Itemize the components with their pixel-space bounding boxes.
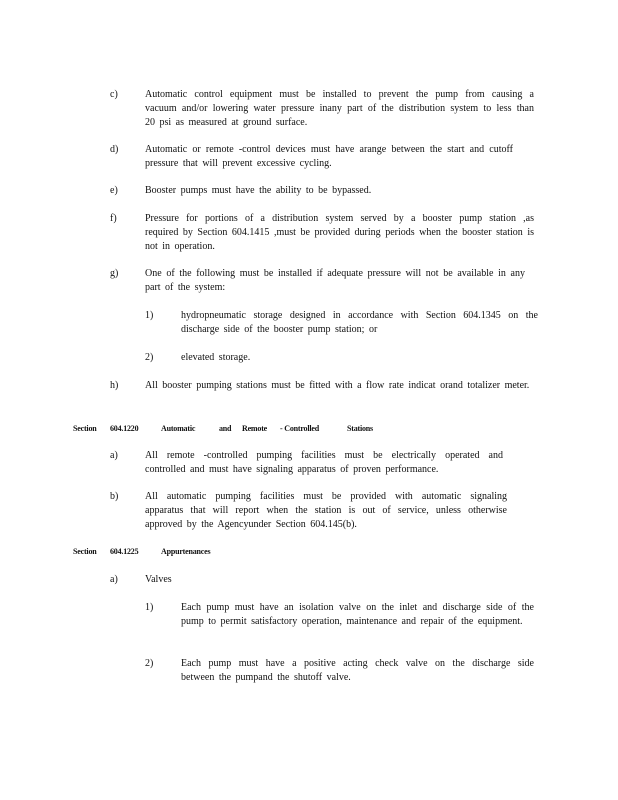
subitem-label-g2: 2) bbox=[145, 352, 154, 363]
item-label-g: g) bbox=[110, 268, 119, 279]
item-label-e: e) bbox=[110, 185, 118, 196]
item-text-valves: Valves bbox=[145, 574, 172, 585]
section-word: Section bbox=[73, 547, 97, 556]
item-label-f: f) bbox=[110, 213, 117, 224]
item-text-h: All booster pumping stations must be fitted with a flow rate indicat orand totalizer meter. bbox=[145, 380, 530, 391]
subitem-label-valves-1: 1) bbox=[145, 602, 154, 613]
item-label-1220-a: a) bbox=[110, 450, 118, 461]
item-label-1220-b: b) bbox=[110, 491, 119, 502]
subitem-text-g1: hydropneumatic storage designed in accordance with Section 604.1345 on the discharge side of the booster pump station; or bbox=[181, 310, 538, 335]
subitem-text-g2: elevated storage. bbox=[181, 352, 251, 363]
section-title: Appurtenances bbox=[161, 547, 211, 556]
section-number: 604.1225 bbox=[110, 547, 139, 556]
item-text-e: Booster pumps must have the ability to be bypassed. bbox=[145, 185, 372, 196]
subitem-text-valves-1: Each pump must have an isolation valve on the inlet and discharge side of the pump to permit satisfactory operation, maintenance and repair of the equipment. bbox=[181, 602, 534, 627]
item-text-d: Automatic or remote -control devices must have arange between the start and cutoff pressure that will prevent excessive cycling. bbox=[145, 144, 513, 169]
subitem-label-valves-2: 2) bbox=[145, 658, 154, 669]
section-title-part: and bbox=[219, 424, 232, 433]
section-title-part: Automatic bbox=[161, 424, 196, 433]
subitem-text-valves-2: Each pump must have a positive acting check valve on the discharge side between the pumpand the shutoff valve. bbox=[181, 658, 534, 683]
item-label-d: d) bbox=[110, 144, 119, 155]
item-text-c: Automatic control equipment must be installed to prevent the pump from causing a vacuum and/or lowering water pressure inany part of the distribution system to less than 20 psi as measured at ground surface. bbox=[145, 89, 534, 128]
item-label-c: c) bbox=[110, 89, 118, 100]
section-number: 604.1220 bbox=[110, 424, 139, 433]
subitem-label-g1: 1) bbox=[145, 310, 154, 321]
section-title-part: - Controlled bbox=[280, 424, 320, 433]
section-title-part: Stations bbox=[347, 424, 373, 433]
section-word: Section bbox=[73, 424, 97, 433]
item-text-g: One of the following must be installed if adequate pressure will not be available in any part of the system: bbox=[145, 268, 525, 293]
item-label-valves: a) bbox=[110, 574, 118, 585]
item-text-1220-a: All remote -controlled pumping facilities must be electrically operated and controlled and must have signaling apparatus of proven performance. bbox=[145, 450, 503, 475]
section-title-part: Remote bbox=[242, 424, 268, 433]
item-text-f: Pressure for portions of a distribution system served by a booster pump station ,as required by Section 604.1415 ,must be provided during periods when the booster station is not in operation. bbox=[145, 213, 534, 252]
item-text-1220-b: All automatic pumping facilities must be provided with automatic signaling apparatus that will report when the station is out of service, unless otherwise approved by the Agencyunder Section 604.145(b). bbox=[145, 491, 507, 530]
item-label-h: h) bbox=[110, 380, 119, 391]
